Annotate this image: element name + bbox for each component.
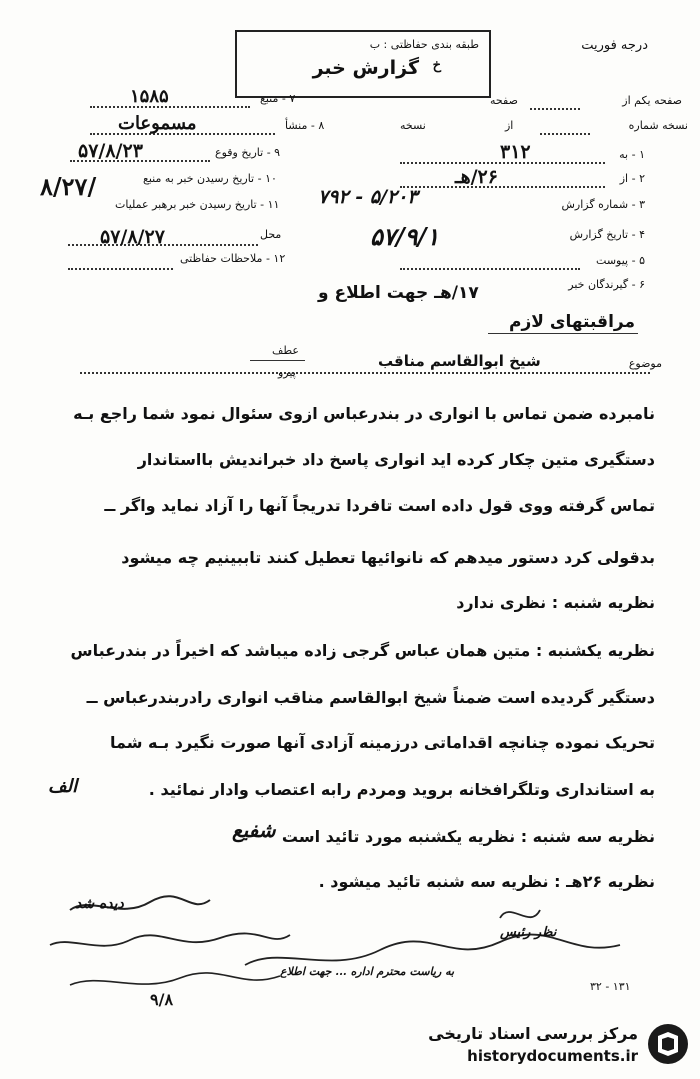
subject-dots (80, 372, 650, 374)
field-recipients-value2: مراقبتهای لازم (509, 312, 635, 332)
body-line-8: تحریک نموده چنانچه اقداماتی درزمینه آزادی آنها صورت نگیرد بـه شما (110, 733, 655, 752)
field-report-number-value: ۵/۲۰۳ - ۷۹۲ (318, 186, 418, 208)
field-to-label: ۱ - به (619, 148, 645, 161)
field-copy-dots (540, 133, 590, 135)
body-line-5: نظریه شنبه : نظری ندارد (456, 593, 655, 612)
footer-code: ۱۳۱ - ۳۲ (590, 980, 631, 993)
footer-handwritten-text: به ریاست محترم اداره ... جهت اطلاع (280, 965, 455, 978)
body-line-10: نظریه سه شنبه : نظریه یکشنبه مورد تائید است (281, 827, 655, 846)
field-source-received-value: ۸/۲۷/ (40, 172, 97, 201)
field-protection-notes-label: ۱۲ - ملاحظات حفاظتی (180, 252, 286, 265)
field-report-number-label: ۳ - شماره گزارش (561, 198, 645, 211)
field-origin-label: ۸ - منشأ (285, 119, 325, 132)
handwriting-date: ۹/۸ (150, 990, 174, 1009)
subject-ref-bottom: پیرو (278, 366, 296, 379)
field-copy-label: نسخه شماره (628, 119, 688, 132)
classification-label: طبقه بندی حفاظتی : ب (369, 38, 479, 51)
archive-logo-icon (646, 1022, 690, 1066)
field-recipients-label: ۶ - گیرندگان خبر (568, 278, 645, 291)
recipients-underline (488, 333, 638, 334)
field-origin-value: مسموعات (118, 113, 197, 134)
subject-ref-divider (250, 360, 305, 361)
field-page-label2: صفحه (490, 94, 518, 107)
field-from-label: ۲ - از (619, 172, 645, 185)
field-attachment-dots (400, 268, 580, 270)
field-attachment-label: ۵ - پیوست (596, 254, 645, 267)
priority-label: درجه فوریت (581, 38, 648, 53)
body-line-1: نامبرده ضمن تماس با انواری در بندرعباس ازوی سئوال نمود شما راجع بـه (73, 404, 655, 423)
field-source-received-label: ۱۰ - تاریخ رسیدن خبر به منبع (143, 172, 277, 185)
secret-mark: خ (432, 58, 441, 73)
body-line-7: دستگیر گردیده است ضمناً شیخ ابوالقاسم مناقب انواری رادربندرعباس ــ (86, 688, 655, 707)
handwriting-note: نظر رئیس (500, 925, 557, 940)
field-source-value: ۱۵۸۵ (130, 86, 169, 107)
field-occurrence-date-label: ۹ - تاریخ وقوع (215, 146, 281, 159)
subject-value: شیخ ابوالقاسم مناقب (378, 352, 541, 370)
handwriting-seen: دیده شد (75, 896, 124, 912)
report-title: گزارش خبر (312, 57, 419, 79)
body-line-4: بدقولی کرد دستور میدهم که نانوائیها تعطیل کنند تاببینیم چه میشود (121, 548, 655, 567)
field-recipients-value: ۱۷/هـ جهت اطلاع و (318, 283, 479, 303)
field-from-dots (400, 186, 605, 188)
field-from-value: ۲۶/هـ (455, 166, 498, 188)
field-copy-label2: نسخه (400, 119, 426, 132)
field-protection-notes-dots (68, 268, 173, 270)
field-report-date-value: ۵۷/۹/۱ (370, 222, 440, 251)
field-occurrence-date-value: ۵۷/۸/۲۳ (78, 140, 143, 162)
subject-ref-top: عطف (272, 344, 299, 357)
field-copy-mid: از (505, 119, 514, 132)
field-place-value: ۵۷/۸/۲۷ (100, 226, 165, 248)
field-source-label: ۷ - منبع (260, 92, 296, 105)
field-page-dots (530, 108, 580, 110)
watermark-url: historydocuments.ir (467, 1047, 638, 1065)
handwritten-initial: الف (48, 776, 78, 797)
subject-label: موضوع (628, 357, 662, 370)
body-line-3: تماس گرفته ووی قول داده است تافردا تدریجاً آنها را آزاد نماید واگر ــ (104, 496, 655, 515)
signature: شفیع (232, 818, 276, 842)
field-source-dots (90, 106, 250, 108)
field-place-label: محل (260, 228, 282, 241)
field-leader-received-label: ۱۱ - تاریخ رسیدن خبر برهبر عملیات (115, 198, 280, 211)
body-line-11: نظریه ۲۶هـ : نظریه سه شنبه تائید میشود . (318, 872, 655, 891)
body-line-2: دستگیری متین چکار کرده اید انواری پاسخ داد خبراندیش بااستاندار (137, 450, 655, 469)
field-report-date-label: ۴ - تاریخ گزارش (569, 228, 645, 241)
body-line-9: به استانداری وتلگرافخانه بروید ومردم رابه اعتصاب وادار نمائید . (148, 780, 655, 799)
classification-box (235, 30, 491, 98)
body-line-6: نظریه یکشنبه : متین همان عباس گرجی زاده میباشد که اخیراً در بندرعباس (70, 641, 655, 660)
field-to-value: ۳۱۲ (500, 141, 531, 163)
watermark-title: مرکز بررسی اسناد تاریخی (428, 1024, 638, 1043)
field-page-label: صفحه یکم از (622, 94, 682, 107)
